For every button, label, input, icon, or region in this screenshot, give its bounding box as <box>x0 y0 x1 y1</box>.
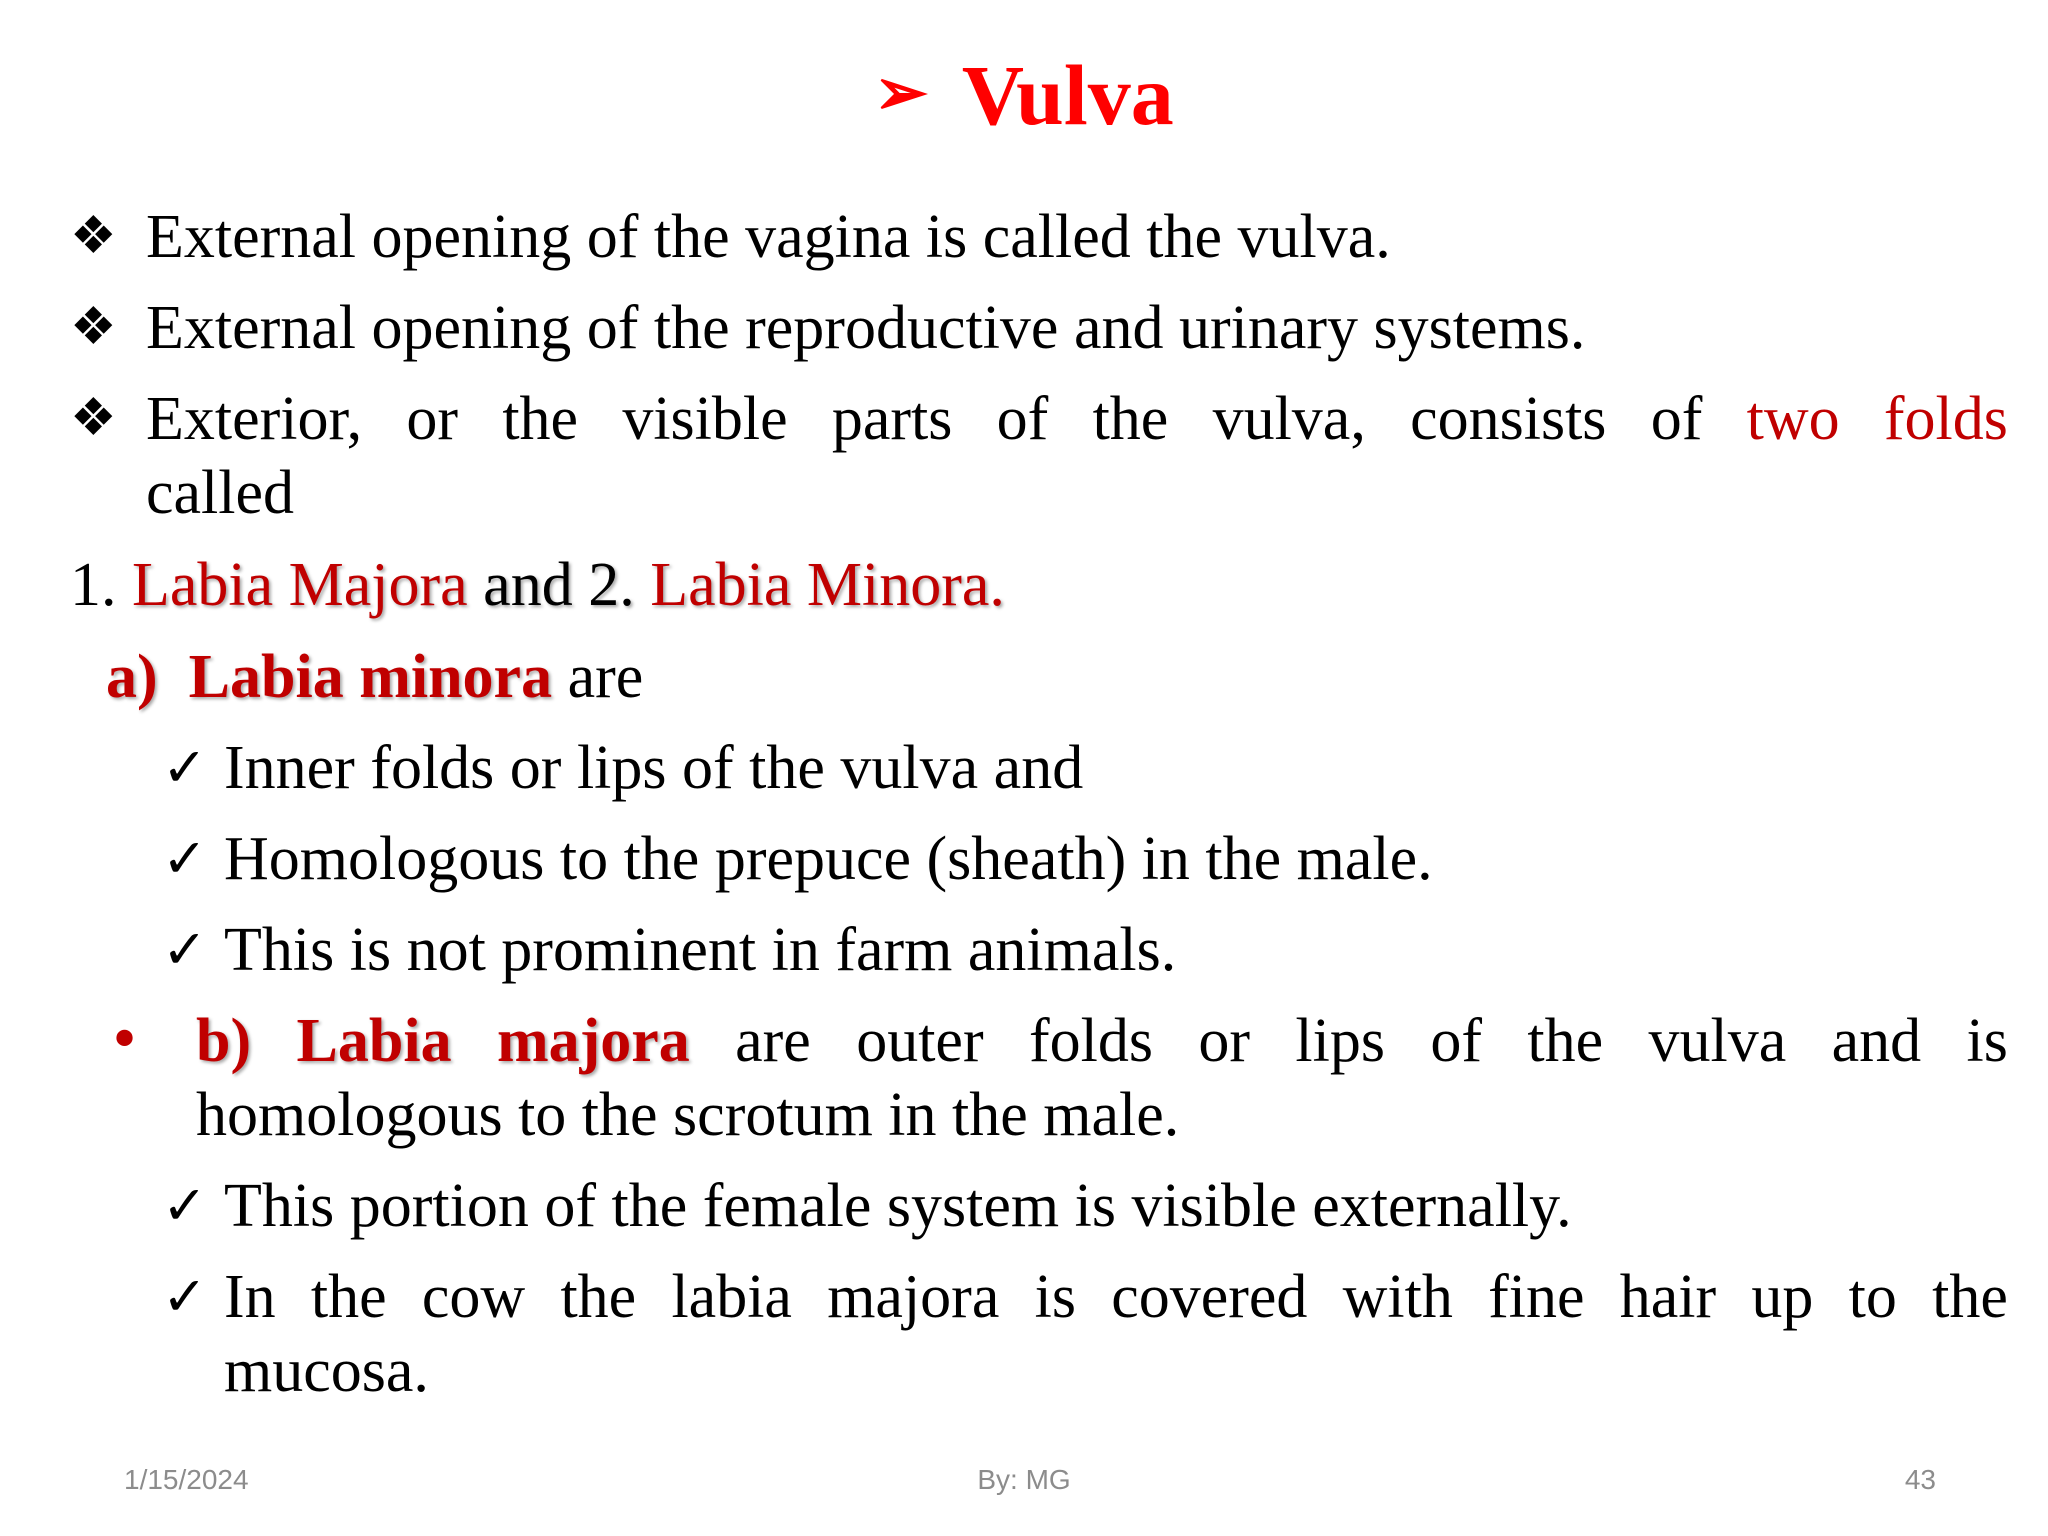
word: folds <box>1028 1007 1153 1075</box>
bullet-2-text: External opening of the reproductive and urinary systems. <box>146 294 1586 362</box>
word: In <box>224 1263 276 1331</box>
word: lips <box>1295 1007 1385 1075</box>
word: hair <box>1619 1263 1717 1331</box>
bullet-3-continuation: called <box>146 459 295 527</box>
labia-minora-label: Labia Minora. <box>650 551 1005 619</box>
check-item-continuation: mucosa. <box>224 1337 429 1405</box>
arrow-bullet-icon: ➢ <box>874 57 928 128</box>
footer-page-number: 43 <box>1904 1464 1936 1495</box>
highlight-word: folds <box>1883 385 2008 453</box>
word: or <box>1198 1007 1250 1075</box>
section-b-continuation: homologous to the scrotum in the male. <box>196 1081 1180 1149</box>
word: is <box>1966 1007 2008 1075</box>
check-icon: ✓ <box>162 920 208 980</box>
bullet-3-line <box>146 382 2008 456</box>
check-item-justified <box>224 1260 2008 1334</box>
footer-author: By: MG <box>977 1464 1071 1495</box>
word: fine <box>1488 1263 1585 1331</box>
word: the <box>1527 1007 1604 1075</box>
section-a-title: a) Labia minora <box>106 643 553 711</box>
word: is <box>1034 1263 1076 1331</box>
section-a-heading <box>106 640 643 714</box>
numbered-line <box>70 548 1005 622</box>
word: visible <box>622 385 788 453</box>
check-item: This portion of the female system is visible externally. <box>224 1172 1572 1240</box>
word: the <box>560 1263 637 1331</box>
diamond-bullet-icon: ❖ <box>70 208 117 265</box>
word: labia <box>671 1263 792 1331</box>
diamond-bullet-icon: ❖ <box>70 390 117 447</box>
check-icon: ✓ <box>162 1176 208 1236</box>
number-label: 1. <box>70 551 117 619</box>
check-icon: ✓ <box>162 738 208 798</box>
word: the <box>502 385 579 453</box>
word: or <box>406 385 459 453</box>
word: up <box>1751 1263 1814 1331</box>
section-a-suffix: are <box>567 643 644 711</box>
and-two-label: and 2. <box>483 551 635 619</box>
word: with <box>1342 1263 1453 1331</box>
check-item: Homologous to the prepuce (sheath) in the male. <box>224 825 1433 893</box>
section-b-title-word: Labia <box>296 1007 452 1075</box>
word: to <box>1848 1263 1897 1331</box>
diamond-bullet-icon: ❖ <box>70 299 117 356</box>
word: are <box>735 1007 811 1075</box>
check-icon: ✓ <box>162 1267 208 1327</box>
section-b-title-word: majora <box>496 1007 690 1075</box>
section-b-title-word: b) <box>196 1007 252 1075</box>
word: outer <box>856 1007 984 1075</box>
section-b-line <box>196 1004 2008 1078</box>
word: consists <box>1410 385 1607 453</box>
check-icon: ✓ <box>162 829 208 889</box>
round-bullet-icon: • <box>108 1008 142 1073</box>
word: majora <box>827 1263 1000 1331</box>
word: of <box>996 385 1049 453</box>
bullet-1-text: External opening of the vagina is called the vulva. <box>146 203 1391 271</box>
check-item: Inner folds or lips of the vulva and <box>224 734 1084 802</box>
word: Exterior, <box>146 385 363 453</box>
word: of <box>1650 385 1703 453</box>
word: parts <box>831 385 953 453</box>
word: the <box>1932 1263 2008 1331</box>
word: the <box>1092 385 1169 453</box>
word: cow <box>421 1263 526 1331</box>
slide-title <box>0 38 2048 150</box>
word: the <box>310 1263 387 1331</box>
labia-majora-label: Labia Majora <box>132 551 468 619</box>
word: vulva, <box>1212 385 1366 453</box>
word: of <box>1430 1007 1482 1075</box>
highlight-word: two <box>1746 385 1840 453</box>
word: and <box>1831 1007 1922 1075</box>
title-text: Vulva <box>961 47 1174 143</box>
check-item: This is not prominent in farm animals. <box>224 916 1177 984</box>
word: vulva <box>1648 1007 1787 1075</box>
word: covered <box>1111 1263 1308 1331</box>
footer-date: 1/15/2024 <box>124 1464 249 1495</box>
